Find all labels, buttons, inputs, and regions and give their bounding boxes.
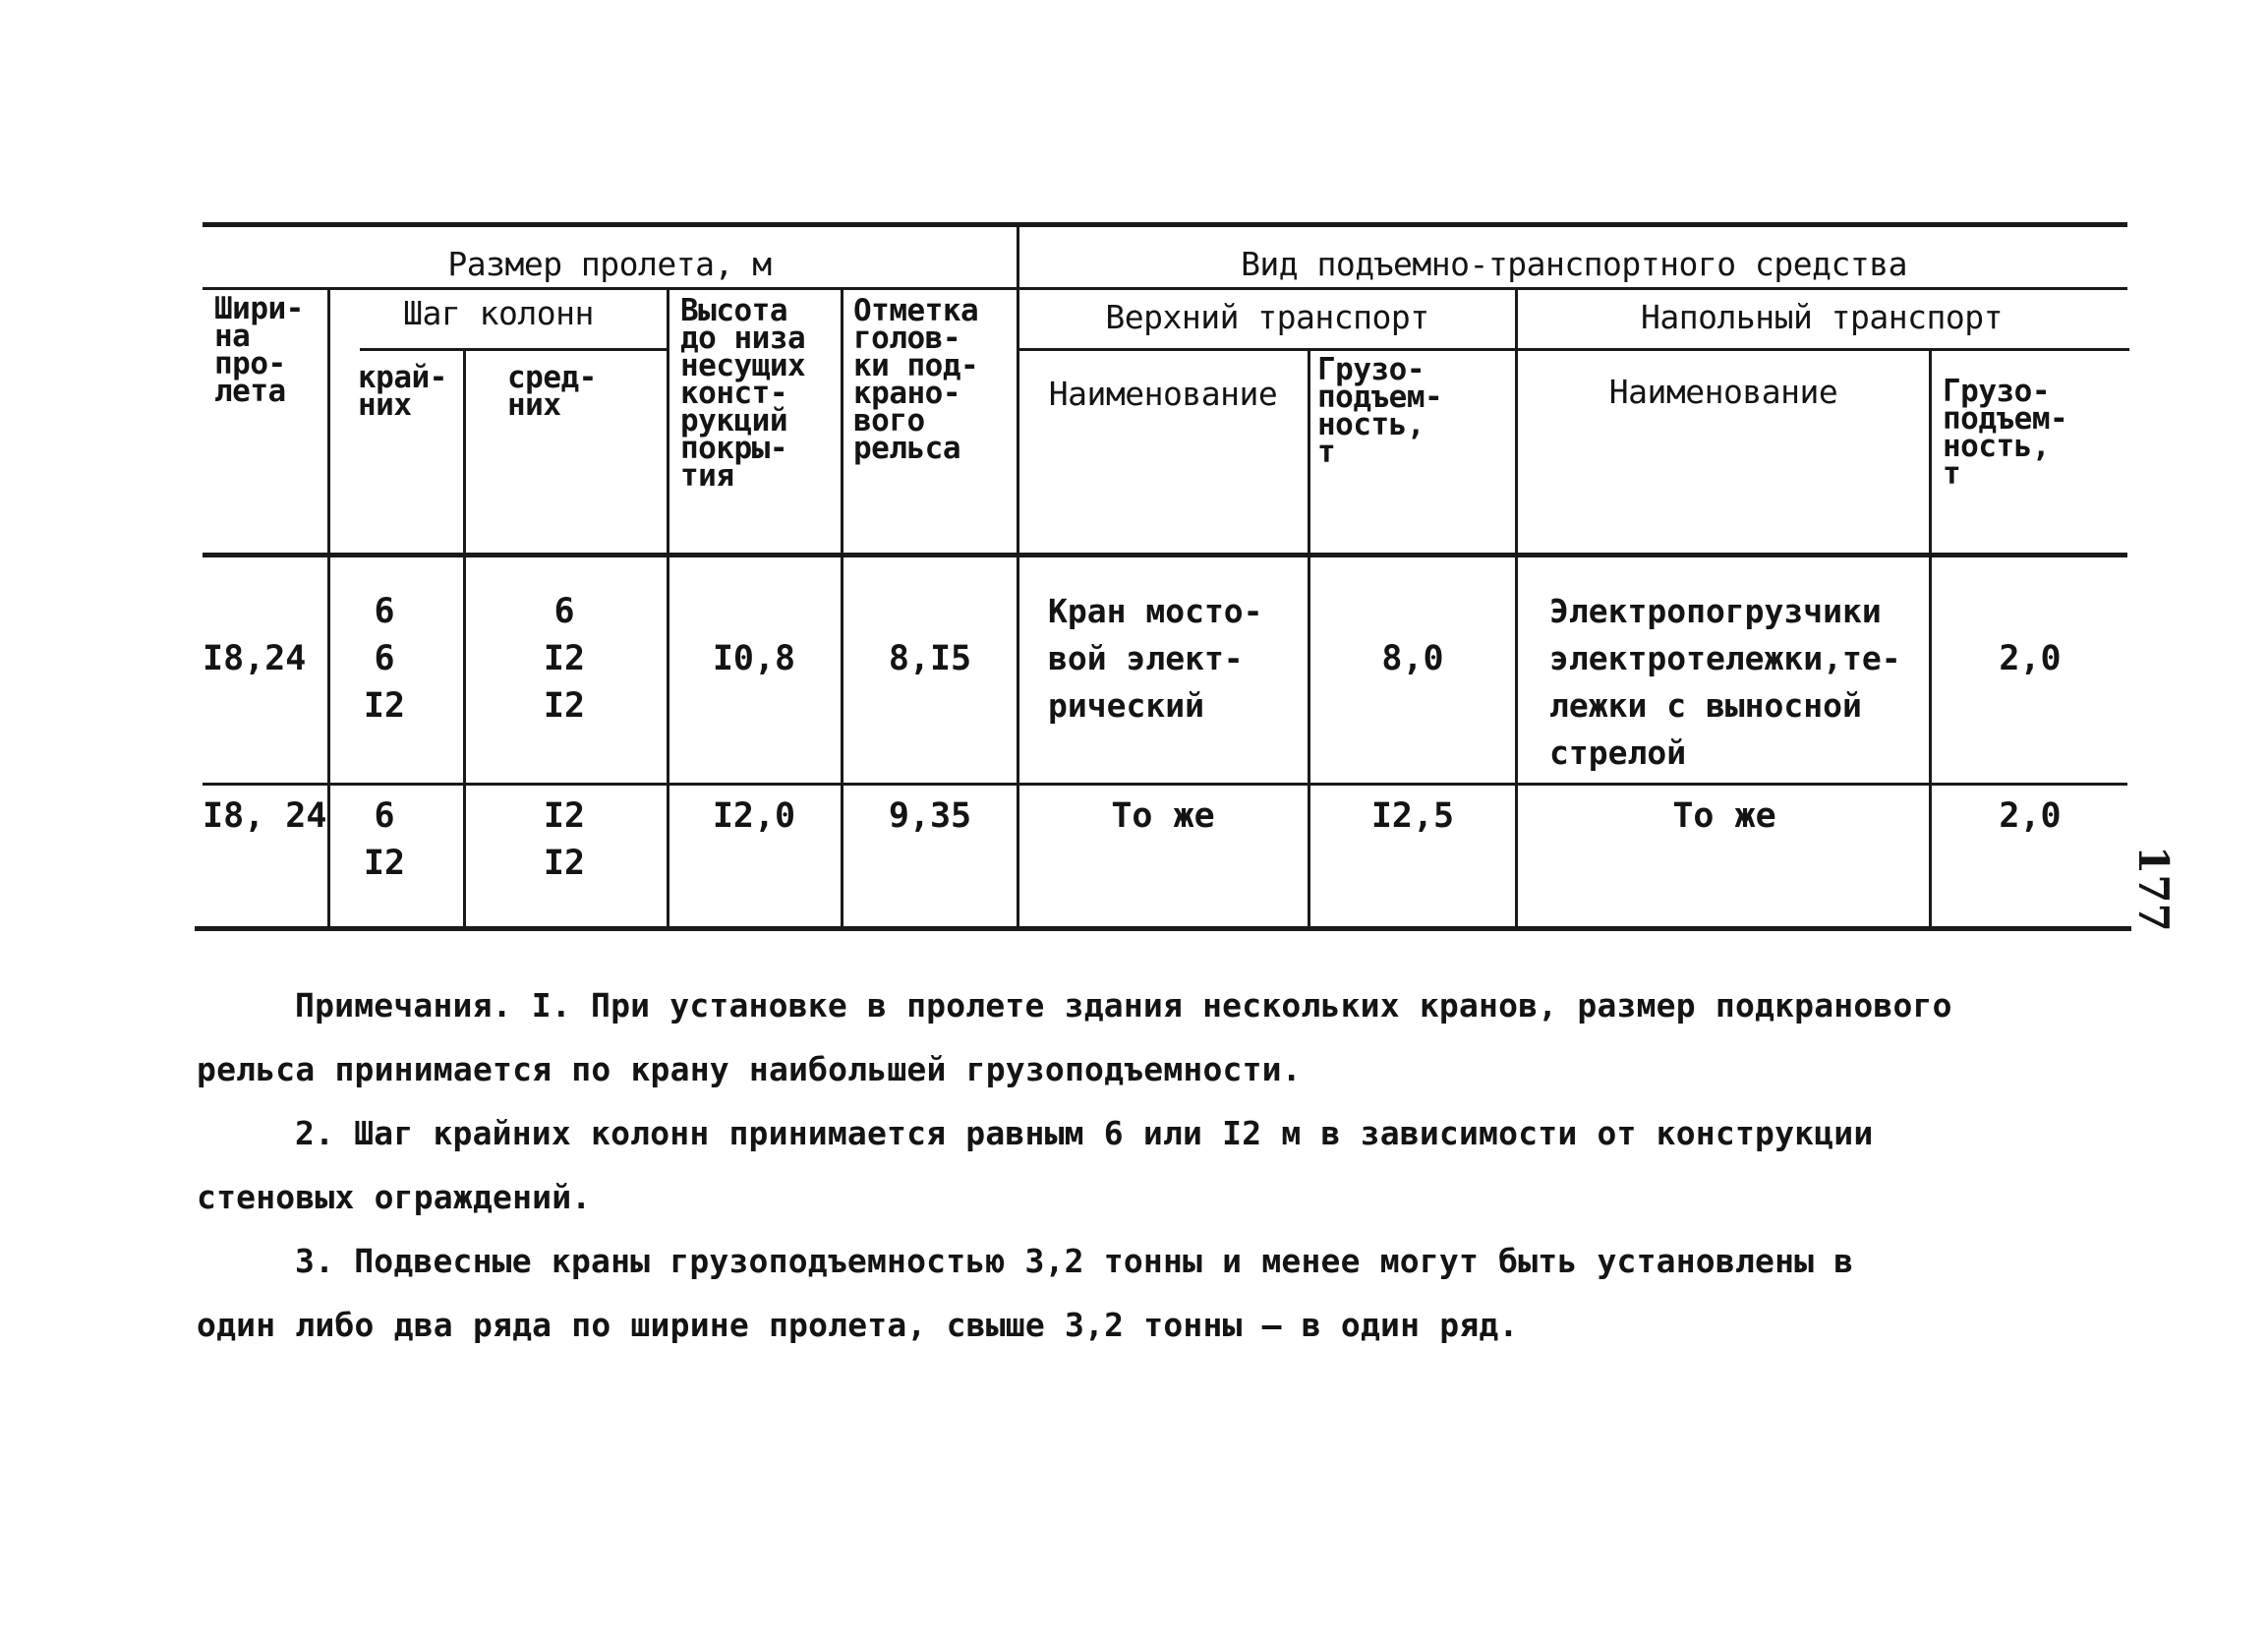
row1-height: I0,8 xyxy=(712,639,796,678)
row2-floor-capacity: 2,0 xyxy=(1999,796,2062,836)
note-1-line-2: рельса принимается по крану наибольшей грузоподъемности. xyxy=(197,1050,1302,1088)
row1-rail-mark: 8,I5 xyxy=(888,639,972,678)
row1-span-width: I8,24 xyxy=(203,639,307,678)
header-floor-name: Наименование xyxy=(1608,373,1838,411)
header-step-outer: край- них xyxy=(358,360,447,423)
header-span-size: Размер пролета, м xyxy=(447,245,772,283)
row2-span-width: I8, 24 xyxy=(203,796,327,836)
table-top-rule xyxy=(203,222,2127,227)
header-rail-mark: Отметка голов- ки под- крано- вого рельса xyxy=(853,293,979,466)
table-bottom-rule xyxy=(195,926,2131,931)
table-notes xyxy=(197,973,1966,1357)
note-2-line-1: 2. Шаг крайних колонн принимается равным 6 или I2 м в зависимости от конструкции xyxy=(295,1114,1874,1152)
note-2-line-2: стеновых ограждений. xyxy=(197,1178,592,1216)
header-transport-type: Вид подъемно-транспортного средства xyxy=(1241,245,1907,283)
header-span-width: Шири- на про- лета xyxy=(214,291,304,409)
header-column-step: Шаг колонн xyxy=(403,294,594,332)
header-height: Высота до низа несущих конст- рукций покры- тия xyxy=(680,293,806,494)
note-3-line-1: 3. Подвесные краны грузоподъемностью 3,2 тонны и менее могут быть установлены в xyxy=(295,1242,1854,1280)
header-floor-capacity: Грузо- подъем- ность, т xyxy=(1943,374,2068,492)
row2-floor-name: То же xyxy=(1672,796,1776,836)
row2-step-middle: I2 I2 xyxy=(543,796,586,883)
header-bottom-rule xyxy=(203,553,2127,557)
row2-upper-name: То же xyxy=(1111,796,1215,836)
row1-floor-capacity: 2,0 xyxy=(1999,639,2062,678)
row1-step-outer: 6 6 I2 xyxy=(363,592,406,726)
row1-floor-name: Электропогрузчики электротележки,те- лежки с выносной стрелой xyxy=(1549,592,1901,772)
header-step-middle: сред- них xyxy=(507,360,597,423)
page-number: 177 xyxy=(2129,846,2178,932)
crane-table xyxy=(195,222,2131,930)
row-separator-rule xyxy=(203,783,2127,786)
row1-step-middle: 6 I2 I2 xyxy=(543,592,586,726)
group-header-rule xyxy=(203,287,2127,290)
row1-upper-name: Кран мосто- вой элект- рический xyxy=(1048,592,1263,725)
row2-step-outer: 6 I2 xyxy=(363,796,406,883)
row1-upper-capacity: 8,0 xyxy=(1381,639,1444,678)
transport-subheader-rule xyxy=(1018,348,2129,351)
step-subheader-rule xyxy=(360,348,667,351)
note-1-line-1: Примечания. I. При установке в пролете здания нескольких кранов, размер подкранового xyxy=(295,986,1952,1025)
header-upper-capacity: Грузо- подъем- ность, т xyxy=(1317,352,1443,470)
row2-height: I2,0 xyxy=(712,796,796,836)
header-upper-transport: Верхний транспорт xyxy=(1105,298,1429,336)
row2-rail-mark: 9,35 xyxy=(888,796,972,836)
row2-upper-capacity: I2,5 xyxy=(1370,796,1455,836)
header-floor-transport: Напольный транспорт xyxy=(1641,298,2003,336)
header-upper-name: Наименование xyxy=(1048,375,1278,413)
note-3-line-2: один либо два ряда по ширине пролета, свыше 3,2 тонны – в один ряд. xyxy=(197,1306,1519,1344)
